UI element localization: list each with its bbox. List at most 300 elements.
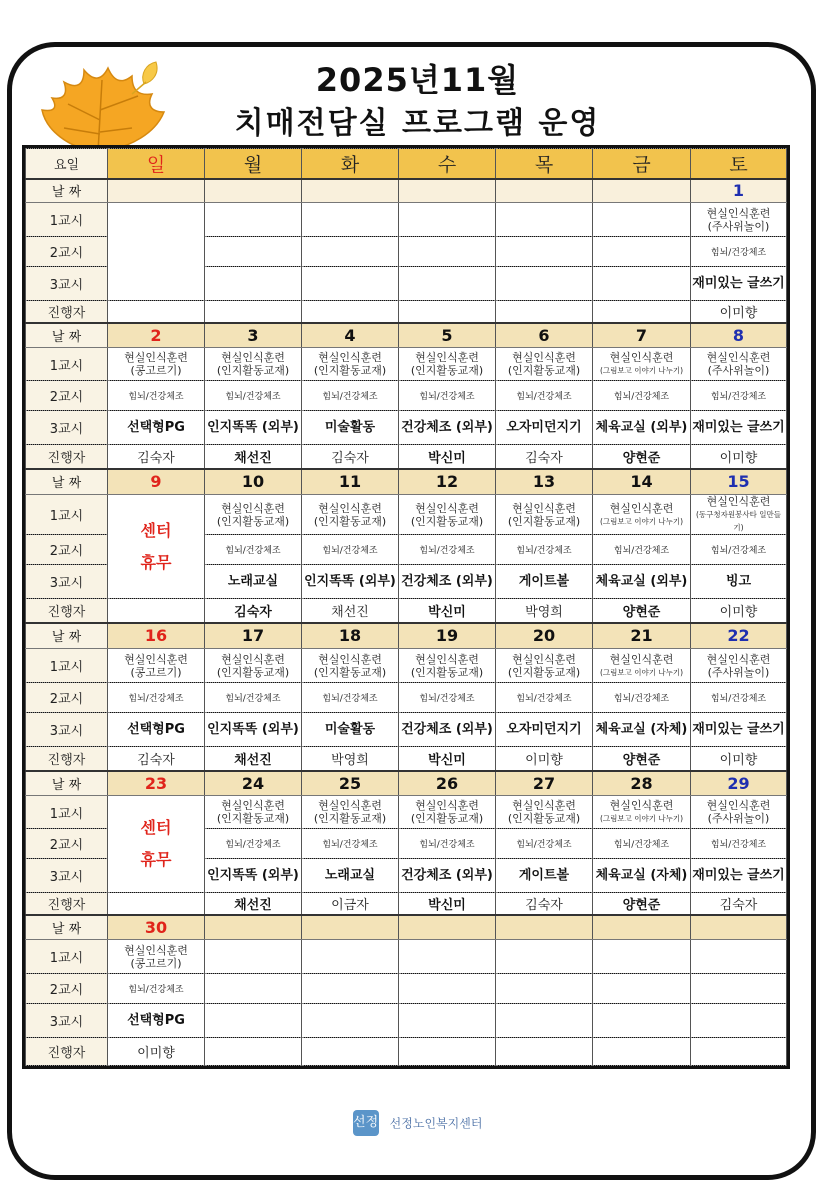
date-cell (593, 179, 691, 203)
leader-cell (302, 1038, 399, 1066)
date-label: 날 짜 (26, 323, 108, 348)
date-cell (302, 915, 399, 940)
period3-cell (399, 267, 496, 301)
date-cell (205, 915, 302, 940)
period1-cell (108, 348, 205, 381)
period2-cell (205, 237, 302, 267)
date-cell: 13 (496, 469, 593, 495)
period1-cell (205, 940, 302, 974)
period3-cell (302, 1004, 399, 1038)
center-name: 선정노인복지센터 (389, 1116, 483, 1131)
holiday-line2: 휴무 (140, 552, 172, 572)
date-cell: 30 (108, 915, 205, 940)
leader-cell: 김숙자 (496, 445, 593, 469)
date-cell: 14 (593, 469, 691, 495)
period1-label: 1교시 (26, 203, 108, 237)
leader-cell (399, 301, 496, 323)
period3-cell: 체육교실 (자체) (593, 713, 691, 747)
weekday-3: 수 (399, 149, 496, 179)
activity-title: 현실인식훈련 (124, 652, 188, 666)
activity-detail: (인지활동교재) (410, 812, 484, 825)
date-label: 날 짜 (26, 771, 108, 796)
period2-cell: 힘뇌/건강체조 (205, 683, 302, 713)
schedule-calendar (22, 145, 790, 1069)
date-cell: 23 (108, 771, 205, 796)
period2-cell: 힘뇌/건강체조 (302, 381, 399, 411)
period2-cell (593, 974, 691, 1004)
leader-cell (108, 301, 205, 323)
period1-cell (302, 203, 399, 237)
leader-cell: 양현준 (593, 747, 691, 771)
period1-cell (691, 348, 787, 381)
period2-cell (399, 237, 496, 267)
leader-cell (496, 301, 593, 323)
activity-title: 현실인식훈련 (221, 799, 285, 812)
period2-cell: 힘뇌/건강체조 (593, 535, 691, 565)
leader-cell: 이미향 (691, 445, 787, 469)
activity-title: 현실인식훈련 (512, 799, 576, 812)
leader-cell: 이미향 (691, 599, 787, 623)
date-cell: 4 (302, 323, 399, 348)
activity-detail: (인지활동교재) (507, 665, 581, 679)
date-cell: 2 (108, 323, 205, 348)
date-cell (691, 915, 787, 940)
period1-cell (302, 495, 399, 535)
activity-title: 현실인식훈련 (706, 495, 771, 508)
leader-cell: 박신미 (399, 599, 496, 623)
date-cell: 5 (399, 323, 496, 348)
activity-detail: (인지활동교재) (507, 364, 581, 377)
period3-label: 3교시 (26, 859, 108, 893)
leader-cell: 채선진 (205, 445, 302, 469)
period2-cell: 힘뇌/건강체조 (399, 381, 496, 411)
period3-cell (691, 1004, 787, 1038)
date-cell: 25 (302, 771, 399, 796)
weekday-4: 목 (496, 149, 593, 179)
period2-label: 2교시 (26, 381, 108, 411)
period2-row (26, 974, 787, 1004)
weekday-2: 화 (302, 149, 399, 179)
period2-cell (302, 237, 399, 267)
period3-cell: 선택형PG (108, 713, 205, 747)
center-logo-icon: 선정 (353, 1110, 379, 1136)
period1-label: 1교시 (26, 649, 108, 683)
activity-title: 현실인식훈련 (512, 351, 576, 364)
date-cell: 19 (399, 623, 496, 649)
period2-cell (496, 237, 593, 267)
holiday-line1: 센터 (140, 818, 172, 837)
leader-label: 진행자 (26, 445, 108, 469)
activity-detail: (인지활동교재) (507, 514, 581, 528)
period3-cell: 인지똑똑 (외부) (205, 859, 302, 893)
activity-title: 현실인식훈련 (609, 501, 674, 515)
leader-label: 진행자 (26, 1038, 108, 1066)
date-cell: 18 (302, 623, 399, 649)
period1-cell (593, 649, 691, 683)
activity-title: 현실인식훈련 (221, 652, 285, 666)
period3-cell: 인지똑똑 (외부) (302, 565, 399, 599)
date-cell: 3 (205, 323, 302, 348)
period3-cell: 재미있는 글쓰기 (691, 713, 787, 747)
period3-label: 3교시 (26, 267, 108, 301)
activity-detail: (인지활동교재) (216, 364, 290, 377)
period1-cell (399, 203, 496, 237)
date-cell (593, 915, 691, 940)
activity-detail: (주사위놀이) (707, 219, 770, 233)
period1-cell (496, 940, 593, 974)
period2-cell: 힘뇌/건강체조 (205, 829, 302, 859)
period2-cell: 힘뇌/건강체조 (691, 829, 787, 859)
period1-cell (205, 348, 302, 381)
period3-cell: 건강체조 (외부) (399, 859, 496, 893)
period1-cell (205, 495, 302, 535)
period2-cell: 힘뇌/건강체조 (691, 683, 787, 713)
period3-cell: 체육교실 (외부) (593, 565, 691, 599)
leader-row (26, 301, 787, 323)
holiday-line1: 센터 (140, 520, 172, 540)
date-cell (399, 179, 496, 203)
activity-detail: (그림보고 이야기 나누기) (599, 516, 684, 526)
period3-cell: 노래교실 (302, 859, 399, 893)
leader-cell (302, 301, 399, 323)
period1-row (26, 495, 787, 535)
activity-detail: (인지활동교재) (216, 514, 290, 528)
activity-detail: (그림보고 이야기 나누기) (599, 814, 684, 823)
date-cell: 6 (496, 323, 593, 348)
leader-cell: 양현준 (593, 445, 691, 469)
period1-cell (593, 796, 691, 829)
leader-label: 진행자 (26, 747, 108, 771)
period3-cell: 게이트볼 (496, 859, 593, 893)
leader-cell (496, 1038, 593, 1066)
activity-title: 현실인식훈련 (706, 799, 771, 812)
period2-cell: 힘뇌/건강체조 (496, 829, 593, 859)
period1-cell (496, 348, 593, 381)
leader-cell: 김숙자 (205, 599, 302, 623)
leader-cell (108, 599, 205, 623)
period2-label: 2교시 (26, 974, 108, 1004)
period2-label: 2교시 (26, 535, 108, 565)
period2-cell (205, 974, 302, 1004)
leader-cell (205, 301, 302, 323)
period3-cell: 오자미던지기 (496, 411, 593, 445)
leader-label: 진행자 (26, 599, 108, 623)
period3-cell (593, 267, 691, 301)
leader-cell: 이미향 (108, 1038, 205, 1066)
period1-cell (691, 796, 787, 829)
activity-title: 현실인식훈련 (221, 501, 285, 515)
period2-cell: 힘뇌/건강체조 (593, 683, 691, 713)
period2-cell: 힘뇌/건강체조 (205, 535, 302, 565)
activity-detail: (인지활동교재) (507, 812, 581, 825)
period2-cell (399, 974, 496, 1004)
period2-row (26, 381, 787, 411)
period3-cell: 오자미던지기 (496, 713, 593, 747)
activity-detail: (인지활동교재) (313, 364, 387, 377)
leader-label: 진행자 (26, 893, 108, 915)
activity-detail: (콩고르기) (130, 665, 182, 679)
weekday-5: 금 (593, 149, 691, 179)
period2-cell: 힘뇌/건강체조 (108, 683, 205, 713)
period1-cell (108, 649, 205, 683)
leader-cell: 박신미 (399, 747, 496, 771)
date-row (26, 469, 787, 495)
leader-cell (205, 1038, 302, 1066)
period1-cell (399, 796, 496, 829)
period1-cell (691, 203, 787, 237)
leader-row (26, 599, 787, 623)
period2-cell: 힘뇌/건강체조 (399, 829, 496, 859)
leader-row (26, 445, 787, 469)
period1-cell (593, 940, 691, 974)
date-cell (205, 179, 302, 203)
date-label: 날 짜 (26, 469, 108, 495)
period1-cell (399, 940, 496, 974)
leader-cell: 이미향 (691, 301, 787, 323)
activity-title: 현실인식훈련 (609, 652, 674, 666)
period1-cell (691, 495, 787, 535)
schedule-table (25, 148, 787, 1066)
leader-cell: 김숙자 (302, 445, 399, 469)
date-label: 날 짜 (26, 623, 108, 649)
date-cell: 20 (496, 623, 593, 649)
period3-cell: 인지똑똑 (외부) (205, 411, 302, 445)
period3-cell: 체육교실 (자체) (593, 859, 691, 893)
date-cell: 15 (691, 469, 787, 495)
leader-cell: 채선진 (302, 599, 399, 623)
program-title: 치매전담실 프로그램 운영 (234, 106, 601, 141)
period3-cell (593, 1004, 691, 1038)
activity-detail: (주사위놀이) (707, 812, 770, 825)
period3-cell (302, 267, 399, 301)
date-row (26, 323, 787, 348)
activity-title: 현실인식훈련 (318, 799, 382, 812)
date-cell (496, 915, 593, 940)
period1-cell (496, 495, 593, 535)
activity-detail: (인지활동교재) (410, 665, 484, 679)
activity-title: 현실인식훈련 (415, 501, 479, 515)
period1-cell (496, 649, 593, 683)
date-cell (302, 179, 399, 203)
period1-row (26, 203, 787, 237)
activity-title: 현실인식훈련 (415, 799, 479, 812)
leader-row (26, 893, 787, 915)
leader-row (26, 1038, 787, 1066)
period1-cell (593, 348, 691, 381)
period2-cell: 힘뇌/건강체조 (691, 237, 787, 267)
weekday-1: 월 (205, 149, 302, 179)
period3-cell (205, 267, 302, 301)
period3-row (26, 713, 787, 747)
activity-title: 현실인식훈련 (706, 652, 771, 666)
date-row (26, 179, 787, 203)
period1-cell (691, 649, 787, 683)
activity-title: 현실인식훈련 (706, 206, 771, 220)
activity-title: 현실인식훈련 (706, 351, 771, 364)
period1-cell (205, 796, 302, 829)
leader-label: 진행자 (26, 301, 108, 323)
period2-cell: 힘뇌/건강체조 (593, 829, 691, 859)
weekday-6: 토 (691, 149, 787, 179)
period3-cell: 인지똑똑 (외부) (205, 713, 302, 747)
activity-detail: (주사위놀이) (707, 665, 770, 679)
activity-detail: (인지활동교재) (216, 812, 290, 825)
period3-cell: 건강체조 (외부) (399, 411, 496, 445)
period1-row (26, 649, 787, 683)
activity-title: 현실인식훈련 (318, 351, 382, 364)
activity-title: 현실인식훈련 (124, 351, 188, 364)
leader-cell: 김숙자 (496, 893, 593, 915)
period3-cell: 미술활동 (302, 411, 399, 445)
activity-title: 현실인식훈련 (415, 652, 479, 666)
period1-label: 1교시 (26, 495, 108, 535)
period2-cell (496, 974, 593, 1004)
date-row (26, 623, 787, 649)
activity-title: 현실인식훈련 (221, 351, 285, 364)
period1-cell (691, 940, 787, 974)
leader-cell: 박신미 (399, 445, 496, 469)
activity-detail: (주사위놀이) (707, 364, 770, 377)
period2-label: 2교시 (26, 683, 108, 713)
leader-cell: 이미향 (496, 747, 593, 771)
period3-cell: 선택형PG (108, 1004, 205, 1038)
weekday-0: 일 (108, 149, 205, 179)
leader-cell (108, 893, 205, 915)
leader-cell: 박신미 (399, 893, 496, 915)
activity-title: 현실인식훈련 (609, 351, 674, 364)
period3-cell (205, 1004, 302, 1038)
period3-row (26, 1004, 787, 1038)
activity-detail: (인지활동교재) (216, 665, 290, 679)
date-cell (496, 179, 593, 203)
date-cell: 12 (399, 469, 496, 495)
date-cell (399, 915, 496, 940)
leader-row (26, 747, 787, 771)
activity-title: 현실인식훈련 (415, 351, 479, 364)
period3-cell: 재미있는 글쓰기 (691, 267, 787, 301)
period1-cell (496, 203, 593, 237)
leader-cell: 박영희 (496, 599, 593, 623)
period3-row (26, 411, 787, 445)
period3-label: 3교시 (26, 565, 108, 599)
activity-title: 현실인식훈련 (512, 501, 576, 515)
activity-detail: (인지활동교재) (410, 514, 484, 528)
date-cell: 1 (691, 179, 787, 203)
leader-cell (593, 1038, 691, 1066)
period2-cell: 힘뇌/건강체조 (496, 381, 593, 411)
activity-detail: (그림보고 이야기 나누기) (599, 667, 684, 677)
activity-title: 현실인식훈련 (318, 501, 382, 515)
leader-cell: 김숙자 (108, 445, 205, 469)
leader-cell: 채선진 (205, 893, 302, 915)
period3-label: 3교시 (26, 411, 108, 445)
period2-cell: 힘뇌/건강체조 (399, 535, 496, 565)
period1-row (26, 348, 787, 381)
period3-cell: 건강체조 (외부) (399, 713, 496, 747)
period1-label: 1교시 (26, 348, 108, 381)
date-cell: 11 (302, 469, 399, 495)
period2-cell (302, 974, 399, 1004)
leader-cell: 양현준 (593, 599, 691, 623)
activity-detail: (그림보고 이야기 나누기) (599, 366, 684, 375)
period2-cell: 힘뇌/건강체조 (302, 829, 399, 859)
date-cell: 29 (691, 771, 787, 796)
date-row (26, 771, 787, 796)
leader-cell: 이금자 (302, 893, 399, 915)
date-cell: 21 (593, 623, 691, 649)
page-title: 2025년11월 (315, 61, 520, 99)
period2-cell: 힘뇌/건강체조 (496, 683, 593, 713)
activity-detail: (콩고르기) (130, 956, 182, 970)
period3-cell: 미술활동 (302, 713, 399, 747)
period3-label: 3교시 (26, 713, 108, 747)
period2-cell: 힘뇌/건강체조 (496, 535, 593, 565)
leader-cell (593, 301, 691, 323)
date-cell: 10 (205, 469, 302, 495)
holiday-line2: 휴무 (140, 850, 172, 869)
period1-row (26, 940, 787, 974)
date-cell: 17 (205, 623, 302, 649)
period1-cell (593, 495, 691, 535)
date-cell: 16 (108, 623, 205, 649)
weekday-label: 요일 (26, 149, 108, 179)
period3-cell: 게이트볼 (496, 565, 593, 599)
activity-detail: (콩고르기) (130, 364, 182, 377)
period1-cell (399, 348, 496, 381)
period2-cell: 힘뇌/건강체조 (593, 381, 691, 411)
period3-cell: 재미있는 글쓰기 (691, 411, 787, 445)
leader-cell: 채선진 (205, 747, 302, 771)
date-cell: 26 (399, 771, 496, 796)
period1-label: 1교시 (26, 940, 108, 974)
date-cell: 7 (593, 323, 691, 348)
date-cell: 22 (691, 623, 787, 649)
period2-cell: 힘뇌/건강체조 (691, 381, 787, 411)
period2-label: 2교시 (26, 237, 108, 267)
activity-detail: (인지활동교재) (410, 364, 484, 377)
period1-cell (302, 348, 399, 381)
date-cell: 27 (496, 771, 593, 796)
holiday-cell (108, 495, 205, 599)
period1-cell (302, 649, 399, 683)
period2-row (26, 683, 787, 713)
activity-detail: (인지활동교재) (313, 665, 387, 679)
leader-cell (399, 1038, 496, 1066)
activity-detail: (인지활동교재) (313, 812, 387, 825)
leader-cell: 이미향 (691, 747, 787, 771)
period3-cell: 건강체조 (외부) (399, 565, 496, 599)
leader-cell: 양현준 (593, 893, 691, 915)
date-label: 날 짜 (26, 915, 108, 940)
period1-cell (399, 649, 496, 683)
period1-cell (108, 940, 205, 974)
activity-title: 현실인식훈련 (512, 652, 576, 666)
period3-cell (496, 1004, 593, 1038)
period3-label: 3교시 (26, 1004, 108, 1038)
footer (0, 1110, 835, 1136)
period1-cell (399, 495, 496, 535)
period1-row (26, 796, 787, 829)
period2-cell: 힘뇌/건강체조 (205, 381, 302, 411)
period1-cell (302, 796, 399, 829)
period3-cell: 선택형PG (108, 411, 205, 445)
empty-cell (108, 203, 205, 301)
period2-cell: 힘뇌/건강체조 (302, 683, 399, 713)
activity-title: 현실인식훈련 (318, 652, 382, 666)
period2-cell: 힘뇌/건강체조 (302, 535, 399, 565)
period2-cell: 힘뇌/건강체조 (691, 535, 787, 565)
leader-cell: 김숙자 (691, 893, 787, 915)
